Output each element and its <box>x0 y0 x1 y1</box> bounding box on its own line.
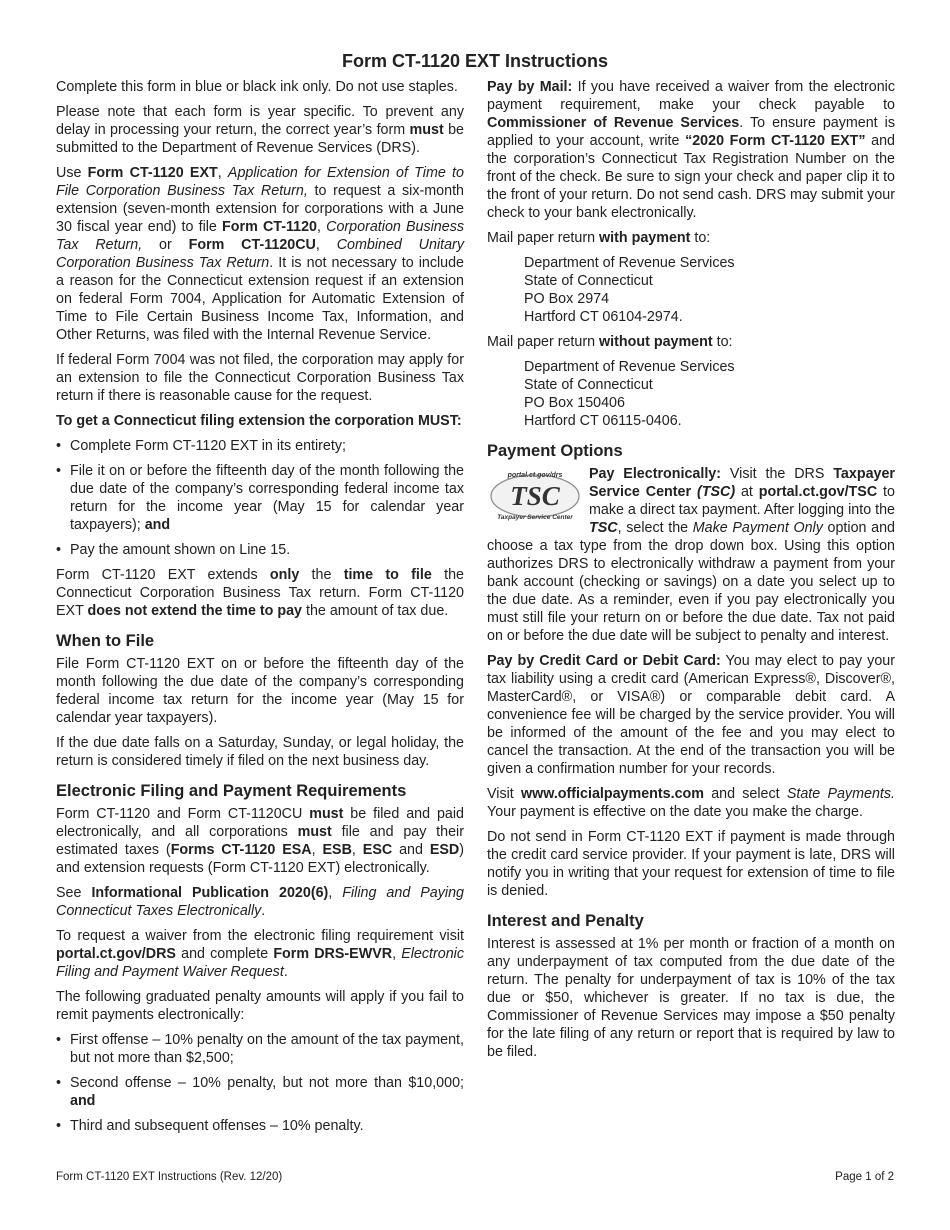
page-title: Form CT-1120 EXT Instructions <box>341 51 609 71</box>
left-column <box>56 78 464 1142</box>
ink-instruction: Complete this form in blue or black ink only. Do not use staples. <box>56 79 458 95</box>
publication-reference: See Informational Publication 2020(6), Filing and Paying Connecticut Taxes Electronically. <box>56 885 464 919</box>
when-to-file-heading: When to File <box>56 632 155 650</box>
footer-form-revision: Form CT-1120 EXT Instructions (Rev. 12/20) <box>56 1171 283 1183</box>
official-payments-link[interactable]: www.officialpayments.com <box>520 786 704 802</box>
interest-penalty-text: Interest is assessed at 1% per month or fraction of a month on any underpayment of tax computed from the due date of the return. The penalty for underpayment of tax is 10% of the tax due or $50, whichever is greater. If no tax is due, the Commissioner of Revenue Services may impose a $50 penalty for the late filing of any return or report that is required by law to be filed. <box>487 936 895 1060</box>
penalty-list <box>56 1031 464 1135</box>
when-to-file-text: File Form CT-1120 EXT on or before the fifteenth day of the month following the due date of the company’s corresponding federal income tax return for the income year (May 15 for calendar year taxpayers). <box>56 656 464 726</box>
svg-text:Taxpayer Service Center: Taxpayer Service Center <box>497 514 573 521</box>
must-heading: To get a Connecticut filing extension the corporation MUST: <box>56 413 462 429</box>
address-line: State of Connecticut <box>524 273 653 289</box>
interest-penalty-heading: Interest and Penalty <box>487 912 644 930</box>
pay-by-card: Pay by Credit Card or Debit Card: You may elect to pay your tax liability using a credit card (American Express®, Discover®, MasterCard®, or VISA®) or comparable debit card. A convenience fee will be charged by the service provider. You will be informed of the amount of the fee and you may elect to cancel the transaction. At the end of the transaction you will be given a confirmation number for your records. <box>487 653 895 777</box>
year-specific-note: Please note that each form is year specific. To prevent any delay in processing your return, the correct year’s form must be submitted to the Department of Revenue Services (DRS). <box>56 104 464 156</box>
form-7004-note: If federal Form 7004 was not filed, the corporation may apply for an extension to file the Connecticut Corporation Business Tax return if there is reasonable cause for the request. <box>56 352 464 404</box>
official-payments-note: Visit www.officialpayments.com and select State Payments. Your payment is effective on the date you make the charge. <box>487 786 895 820</box>
without-payment-label: Mail paper return without payment to: <box>487 334 733 350</box>
pay-electronically-text: Pay Electronically: Visit the DRS Taxpayer Service Center (TSC) at portal.ct.gov/TSC to make a direct tax payment. After logging into the TSC, select the Make Payment Only option and choose a tax type from the drop down box. Using this option authorizes DRS to electronically withdraw a payment from your bank account (checking or savings) on a date you select up to the due date. As a reminder, even if you pay electronically you must still file your return on or before the due date. Tax not paid on or before the due date will be subject to penalty and interest. <box>487 466 895 644</box>
pay-by-mail: Pay by Mail: If you have received a waiver from the electronic payment requirement, make your check payable to Commissioner of Revenue Services. To ensure payment is applied to your account, write “2020 Form CT-1120 EXT” and the corporation’s Connecticut Tax Registration Number on the front of the check. Be sure to sign your check and paper clip it to the front of your return. Do not send cash. DRS may submit your check to your bank electronically. <box>487 79 895 221</box>
drs-portal-link[interactable]: portal.ct.gov/DRS <box>56 946 176 962</box>
address-line: Hartford CT 06104-2974. <box>524 309 683 325</box>
footer-page-number: Page 1 of 2 <box>835 1171 894 1183</box>
list-item: • Second offense – 10% penalty, but not more than $10,000; and <box>56 1074 464 1110</box>
address-line: PO Box 150406 <box>524 395 625 411</box>
address-line: Department of Revenue Services <box>524 255 735 271</box>
address-with-payment <box>524 254 895 326</box>
holiday-note: If the due date falls on a Saturday, Sunday, or legal holiday, the return is considered timely if filed on the next business day. <box>56 735 464 769</box>
list-item: • Pay the amount shown on Line 15. <box>56 541 464 559</box>
extension-purpose: Use Form CT-1120 EXT, Application for Extension of Time to File Corporation Business Tax Return, to request a six-month extension (seven-month extension for corporations with a June 30 fiscal year end) to file Form CT-1120, Corporation Business Tax Return, or Form CT-1120CU, Combined Unitary Corporation Business Tax Return. It is not necessary to include a reason for the Connecticut extension request if an extension on federal Form 7004, Application for Automatic Extension of Time to File Certain Business Income Tax, Information, and Other Returns, was filed with the Internal Revenue Service. <box>56 165 465 343</box>
tsc-logo <box>487 467 583 523</box>
tsc-portal-link[interactable]: portal.ct.gov/TSC <box>758 484 878 500</box>
list-item: • Complete Form CT-1120 EXT in its entirety; <box>56 437 464 455</box>
address-line: PO Box 2974 <box>524 291 610 307</box>
list-item: • First offense – 10% penalty on the amount of the tax payment, but not more than $2,500; <box>56 1031 464 1067</box>
extends-only-note: Form CT-1120 EXT extends only the time to file the Connecticut Corporation Business Tax return. Form CT-1120 EXT does not extend the time to pay the amount of tax due. <box>56 567 464 619</box>
pay-electronically-block <box>487 465 895 645</box>
right-column <box>487 78 895 1068</box>
list-item: • File it on or before the fifteenth day of the month following the due date of the company’s corresponding federal income tax return for the income year (May 15 for calendar year taxpayers); and <box>56 462 464 534</box>
svg-text:portal.ct.gov/drs: portal.ct.gov/drs <box>507 472 563 479</box>
requirements-list <box>56 437 464 559</box>
address-without-payment <box>524 358 895 430</box>
address-line: State of Connecticut <box>524 377 653 393</box>
payment-options-heading: Payment Options <box>487 442 623 460</box>
waiver-request: To request a waiver from the electronic filing requirement visit portal.ct.gov/DRS and complete Form DRS-EWVR, Electronic Filing and Payment Waiver Request. <box>56 928 464 980</box>
address-line: Hartford CT 06115-0406. <box>524 413 682 429</box>
credit-card-late-note: Do not send in Form CT-1120 EXT if payment is made through the credit card service provider. If your payment is late, DRS will notify you in writing that your request for extension of time to file is denied. <box>487 829 895 899</box>
address-line: Department of Revenue Services <box>524 359 735 375</box>
list-item: • Third and subsequent offenses – 10% penalty. <box>56 1117 464 1135</box>
with-payment-label: Mail paper return with payment to: <box>487 230 711 246</box>
efile-requirement: Form CT-1120 and Form CT-1120CU must be filed and paid electronically, and all corporations must file and pay their estimated taxes (Forms CT-1120 ESA, ESB, ESC and ESD) and extension requests (Form CT-1120 EXT) electronically. <box>56 806 464 876</box>
svg-text:TSC: TSC <box>510 481 560 511</box>
efile-heading: Electronic Filing and Payment Requirements <box>56 782 407 800</box>
penalty-intro: The following graduated penalty amounts will apply if you fail to remit payments electronically: <box>56 989 464 1023</box>
